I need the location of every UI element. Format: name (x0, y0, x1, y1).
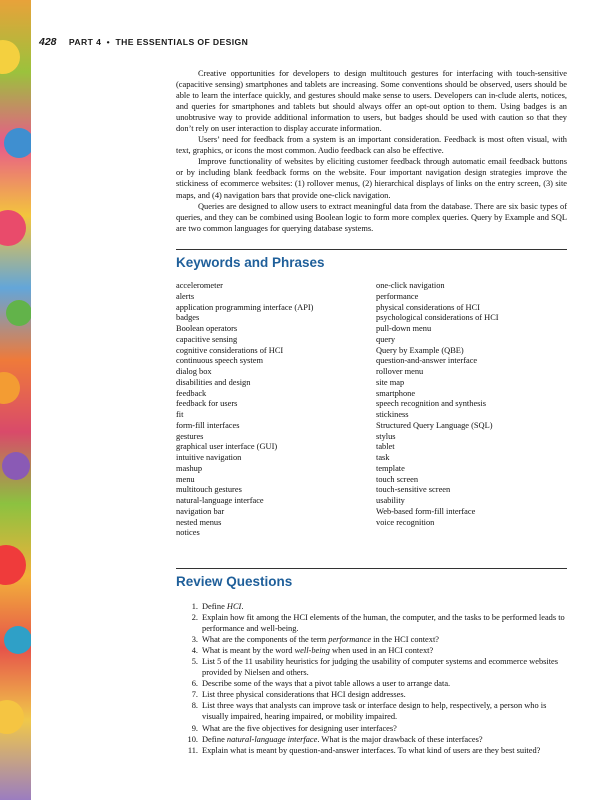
keyword-item: continuous speech system (176, 356, 263, 366)
paragraph: Users’ need for feedback from a system is an important consideration. Feedback is most often visual, with text, graphics, or icons the most common. Audio feedback can also be effective. (176, 135, 567, 156)
keyword-item: feedback for users (176, 399, 238, 409)
keyword-item: psychological considerations of HCI (376, 313, 499, 323)
keyword-item: form-fill interfaces (176, 420, 240, 430)
question-text: Describe some of the ways that a pivot table allows a user to arrange data. (202, 679, 451, 689)
section-divider (176, 249, 567, 250)
part-title: THE ESSENTIALS OF DESIGN (115, 37, 249, 47)
keyword-item: alerts (176, 291, 195, 301)
keyword-item: feedback (176, 388, 207, 398)
review-heading: Review Questions (176, 574, 293, 589)
question-number: 9. (191, 723, 198, 733)
keyword-item: Boolean operators (176, 324, 238, 333)
question-number: 6. (191, 679, 198, 689)
keyword-item: dialog box (176, 367, 212, 376)
question-text: What are the components of the term performance in the HCI context? (202, 635, 439, 645)
keyword-item: nested menus (176, 517, 222, 527)
page-number: 428 (39, 36, 57, 48)
keyword-item: multitouch gestures (176, 485, 242, 495)
question-number: 3. (191, 635, 198, 645)
question-text: List three physical considerations that HCI design addresses. (202, 690, 406, 700)
decorative-side-stripe (0, 0, 31, 800)
question-text: Define natural-language interface. What is the major drawback of these interfaces? (202, 734, 483, 744)
paragraph: Improve functionality of websites by eliciting customer feedback through automatic email feedback buttons or by including blank feedback forms on the website. Four important navigation design strategies improve the stickiness of ecommerce websites: (1) rollover menus, (2) hierarchical displays of links on the entry screen, (3) site maps, and (4) navigation bars that provide one-click navigation. (176, 157, 567, 200)
review-question (176, 656, 567, 678)
question-text: List 5 of the 11 usability heuristics for judging the usability of computer systems and ecommerce websites provided by Nielsen and others. (202, 657, 559, 678)
keyword-item: menu (176, 474, 195, 484)
keyword-item: touch screen (376, 474, 419, 484)
question-number: 1. (191, 602, 198, 611)
question-number: 11. (187, 745, 198, 755)
question-text: Explain how fit among the HCI elements of the human, the computer, and the tasks to be performed leads to performance and well-being. (202, 613, 565, 634)
review-question (176, 734, 567, 745)
keyword-item: disabilities and design (176, 377, 251, 387)
keywords-heading: Keywords and Phrases (176, 255, 325, 270)
keyword-item: tablet (376, 442, 395, 452)
keyword-item: stylus (376, 431, 396, 441)
question-number: 8. (191, 701, 198, 711)
keyword-item: graphical user interface (GUI) (176, 442, 278, 452)
keyword-item: Query by Example (QBE) (376, 345, 464, 355)
keyword-item: one-click navigation (376, 281, 445, 290)
question-text: List three ways that analysts can improve task or interface design to help, respectively, a person who is visually impaired, hearing impaired, or mobility impaired. (202, 701, 547, 722)
question-number: 2. (191, 613, 198, 623)
keyword-item: natural-language interface (176, 496, 264, 505)
question-text: Define HCI. (202, 602, 244, 611)
review-question (176, 700, 567, 722)
section-divider (176, 568, 567, 569)
emphasized-term: HCI (226, 602, 242, 611)
keyword-item: application programming interface (API) (176, 302, 314, 312)
question-number: 7. (191, 690, 198, 700)
header-bullet: • (106, 37, 111, 47)
question-text: What is meant by the word well-being when used in an HCI context? (202, 646, 434, 656)
review-questions-list (176, 601, 567, 756)
keyword-item: pull-down menu (376, 324, 432, 333)
keyword-item: site map (376, 377, 405, 387)
question-text: Explain what is meant by question-and-answer interfaces. To what kind of users are they best suited? (202, 745, 541, 755)
keyword-item: speech recognition and synthesis (376, 399, 487, 409)
keyword-item: Web-based form-fill interface (376, 506, 476, 516)
paragraph: Queries are designed to allow users to extract meaningful data from the database. There are six basic types of queries, and they can be combined using Boolean logic to form more complex queries. Query by Example and SQL are two common languages for querying database systems. (176, 201, 567, 233)
emphasized-term: well-being (294, 646, 330, 656)
keyword-item: voice recognition (376, 517, 435, 527)
keyword-item: question-and-answer interface (376, 356, 478, 366)
keyword-item: task (376, 453, 390, 462)
keyword-item: badges (176, 313, 200, 323)
keyword-item: touch-sensitive screen (376, 485, 451, 495)
review-question (176, 745, 567, 756)
emphasized-term: performance (328, 635, 372, 645)
keyword-item: mashup (176, 463, 203, 473)
keyword-item: accelerometer (176, 281, 223, 290)
summary-text (176, 68, 567, 234)
review-question (176, 678, 567, 689)
running-header (39, 36, 571, 48)
keyword-item: rollover menu (376, 367, 424, 376)
keyword-item: smartphone (376, 388, 416, 398)
paragraph: Creative opportunities for developers to design multitouch gestures for interfacing with touch-sensitive (capacitive sensing) smartphones and tablets are increasing. Some conventions should be observed, users should be able to learn the interface quickly, and gestures should make sense to users. Developers can in-clude alerts, notices, and queries for smartphones and tablets but should always offer an opt-out option to them. Using badges is an unobtrusive way to provide additional information to users, but badges should be used with caution so that they don’t rely on user interaction to display accurate information. (176, 69, 567, 134)
keyword-item: Structured Query Language (SQL) (376, 420, 493, 430)
keyword-item: capacitive sensing (176, 334, 238, 344)
keywords-left-column (176, 281, 313, 539)
keyword-item: cognitive considerations of HCI (176, 345, 284, 355)
question-text: What are the five objectives for designing user interfaces? (202, 723, 397, 733)
review-question (176, 612, 567, 634)
review-question (176, 601, 567, 612)
keyword-item: fit (176, 410, 184, 419)
question-number: 4. (191, 646, 198, 656)
keyword-item: usability (376, 496, 405, 505)
keyword-item: notices (176, 528, 200, 538)
review-question (176, 689, 567, 700)
keyword-item: template (376, 463, 405, 473)
emphasized-term: natural-language interface (226, 734, 318, 744)
question-number: 5. (191, 657, 198, 667)
keyword-item: stickiness (376, 410, 409, 419)
review-question (176, 723, 567, 734)
keyword-item: physical considerations of HCI (376, 302, 480, 312)
question-number: 10. (187, 734, 198, 744)
review-question (176, 634, 567, 645)
keyword-item: navigation bar (176, 506, 225, 516)
keywords-right-column (376, 281, 499, 528)
keyword-item: query (376, 334, 396, 344)
keyword-item: performance (376, 291, 419, 301)
keyword-item: intuitive navigation (176, 453, 242, 462)
keyword-item: gestures (176, 431, 204, 441)
review-question (176, 645, 567, 656)
part-label: PART 4 (68, 37, 102, 47)
